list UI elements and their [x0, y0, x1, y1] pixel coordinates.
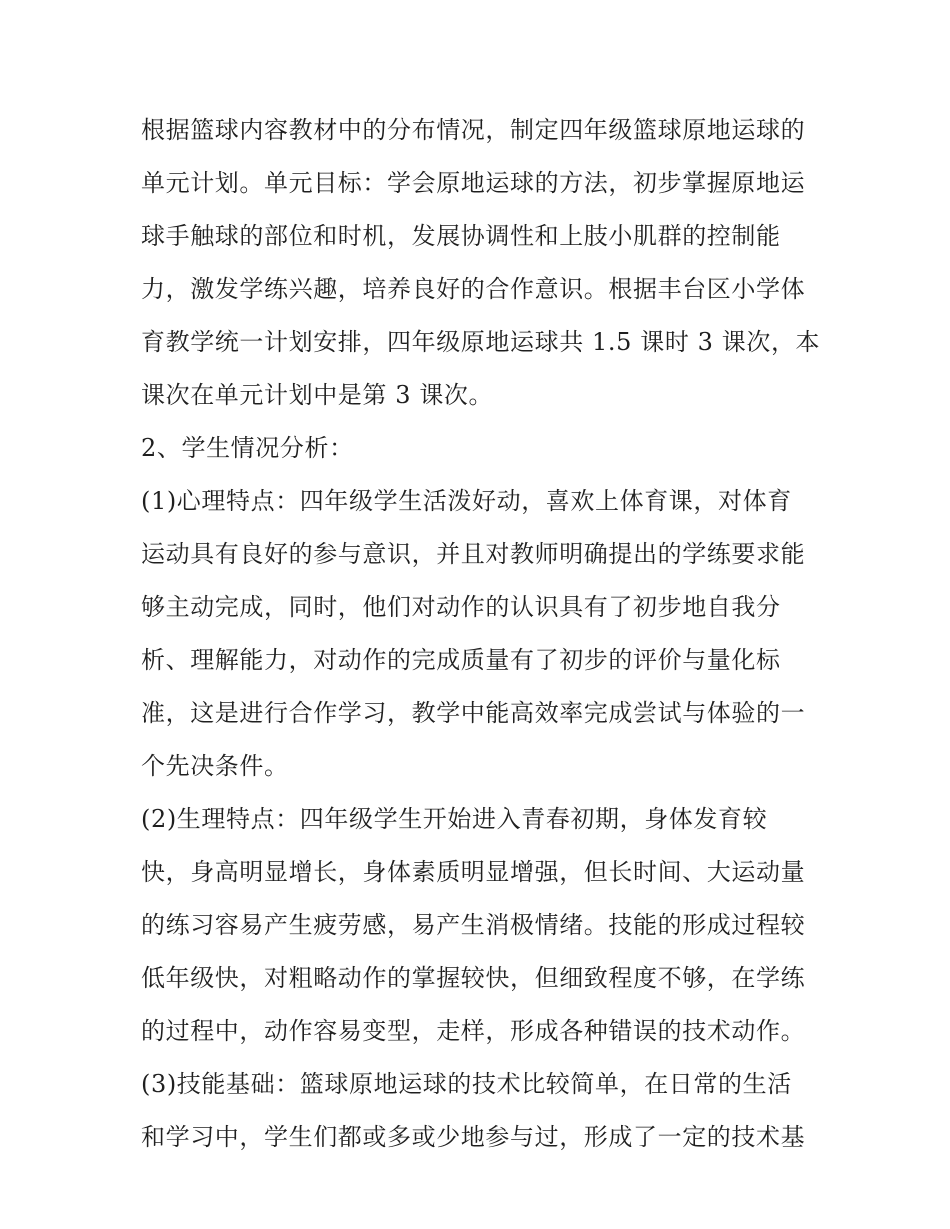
- text-line-1: 根据篮球内容教材中的分布情况，制定四年级篮球原地运球的: [141, 116, 806, 144]
- text-line-17: 低年级快，对粗略动作的掌握较快，但细致程度不够，在学练: [141, 964, 806, 992]
- text-line-15: 快，身高明显增长，身体素质明显增强，但长时间、大运动量: [141, 858, 806, 886]
- text-line-11: 析、理解能力，对动作的完成质量有了初步的评价与量化标: [141, 646, 781, 674]
- text-line-2: 单元计划。单元目标：学会原地运球的方法，初步掌握原地运: [141, 169, 806, 197]
- text-line-18: 的过程中，动作容易变型，走样，形成各种错误的技术动作。: [141, 1017, 806, 1045]
- text-line-16: 的练习容易产生疲劳感，易产生消极情绪。技能的形成过程较: [141, 911, 806, 939]
- text-line-13: 个先决条件。: [141, 752, 289, 780]
- text-line-20: 和学习中，学生们都或多或少地参与过，形成了一定的技术基: [141, 1123, 806, 1151]
- text-line-4: 力，激发学练兴趣，培养良好的合作意识。根据丰台区小学体: [141, 275, 806, 303]
- text-line-3: 球手触球的部位和时机，发展协调性和上肢小肌群的控制能: [141, 222, 781, 250]
- text-line-12: 准，这是进行合作学习，教学中能高效率完成尝试与体验的一: [141, 699, 806, 727]
- text-line-14: (2)生理特点：四年级学生开始进入青春初期，身体发育较: [141, 805, 768, 833]
- text-line-9: 运动具有良好的参与意识，并且对教师明确提出的学练要求能: [141, 540, 806, 568]
- section-heading: 2、学生情况分析：: [141, 434, 354, 462]
- text-line-8: (1)心理特点：四年级学生活泼好动，喜欢上体育课，对体育: [141, 487, 792, 515]
- text-line-6: 课次在单元计划中是第 3 课次。: [141, 381, 494, 409]
- text-line-19: (3)技能基础：篮球原地运球的技术比较简单，在日常的生活: [141, 1070, 792, 1098]
- text-line-10: 够主动完成，同时，他们对动作的认识具有了初步地自我分: [141, 593, 781, 621]
- text-line-5: 育教学统一计划安排，四年级原地运球共 1.5 课时 3 课次，本: [141, 328, 821, 356]
